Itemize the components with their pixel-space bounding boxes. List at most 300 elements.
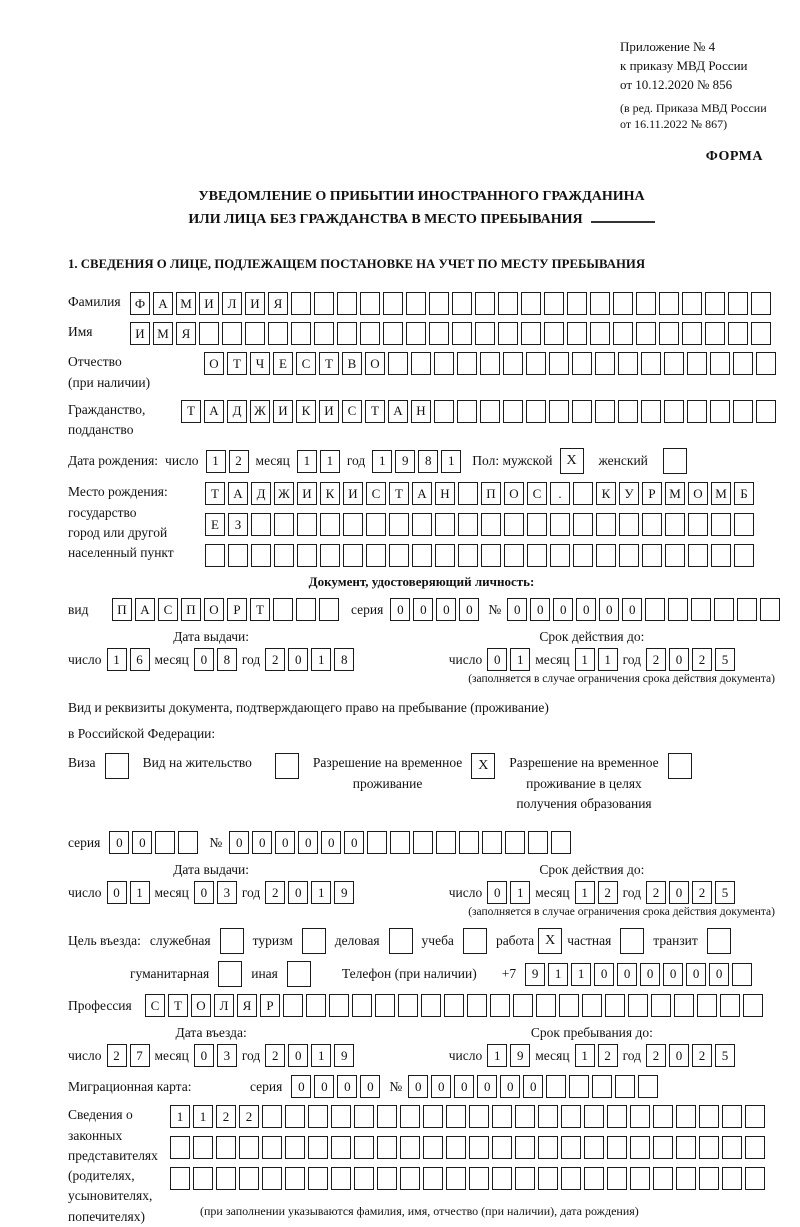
form-cell[interactable]: 2 xyxy=(598,1044,618,1067)
form-cell[interactable]: 7 xyxy=(130,1044,150,1067)
form-cell[interactable] xyxy=(155,831,175,854)
form-cell[interactable] xyxy=(705,322,725,345)
form-cell[interactable] xyxy=(653,1105,673,1128)
form-cell[interactable] xyxy=(481,513,501,536)
form-cell[interactable] xyxy=(728,322,748,345)
form-cell[interactable] xyxy=(584,1167,604,1190)
form-cell[interactable] xyxy=(651,994,671,1017)
form-cell[interactable]: П xyxy=(181,598,201,621)
form-cell[interactable] xyxy=(199,322,219,345)
form-cell[interactable]: Я xyxy=(237,994,257,1017)
form-cell[interactable]: 0 xyxy=(459,598,479,621)
form-cell[interactable]: У xyxy=(619,482,639,505)
form-cell[interactable] xyxy=(734,513,754,536)
form-cell[interactable] xyxy=(285,1167,305,1190)
form-cell[interactable] xyxy=(596,513,616,536)
form-cell[interactable]: 9 xyxy=(334,881,354,904)
form-cell[interactable] xyxy=(297,544,317,567)
form-cell[interactable] xyxy=(743,994,763,1017)
form-cell[interactable] xyxy=(528,831,548,854)
form-cell[interactable] xyxy=(504,544,524,567)
form-cell[interactable] xyxy=(630,1167,650,1190)
form-cell[interactable] xyxy=(521,322,541,345)
form-cell[interactable] xyxy=(308,1136,328,1159)
form-cell[interactable]: 0 xyxy=(594,963,614,986)
form-cell[interactable] xyxy=(435,544,455,567)
form-cell[interactable]: 0 xyxy=(487,648,507,671)
form-cell[interactable]: Ж xyxy=(274,482,294,505)
form-cell[interactable] xyxy=(674,994,694,1017)
form-cell[interactable] xyxy=(389,513,409,536)
form-cell[interactable]: 0 xyxy=(337,1075,357,1098)
form-cell[interactable]: 1 xyxy=(311,881,331,904)
form-cell[interactable]: 0 xyxy=(314,1075,334,1098)
form-cell[interactable]: 1 xyxy=(575,1044,595,1067)
form-cell[interactable]: Д xyxy=(227,400,247,423)
form-cell[interactable] xyxy=(572,400,592,423)
form-cell[interactable]: 0 xyxy=(576,598,596,621)
purpose-work-checkbox[interactable]: X xyxy=(538,928,562,954)
purpose-business-checkbox[interactable] xyxy=(220,928,244,954)
form-cell[interactable]: 1 xyxy=(510,881,530,904)
form-cell[interactable]: 2 xyxy=(646,1044,666,1067)
form-cell[interactable]: Р xyxy=(642,482,662,505)
form-cell[interactable]: Я xyxy=(176,322,196,345)
form-cell[interactable] xyxy=(434,400,454,423)
form-cell[interactable] xyxy=(320,544,340,567)
form-cell[interactable] xyxy=(561,1167,581,1190)
form-cell[interactable]: И xyxy=(319,400,339,423)
form-cell[interactable] xyxy=(481,544,501,567)
purpose-tourism-checkbox[interactable] xyxy=(302,928,326,954)
form-cell[interactable] xyxy=(699,1167,719,1190)
form-cell[interactable] xyxy=(492,1105,512,1128)
form-cell[interactable]: 0 xyxy=(194,881,214,904)
form-cell[interactable]: О xyxy=(191,994,211,1017)
form-cell[interactable] xyxy=(297,513,317,536)
form-cell[interactable]: 1 xyxy=(311,648,331,671)
form-cell[interactable] xyxy=(745,1167,765,1190)
form-cell[interactable]: 0 xyxy=(669,648,689,671)
form-cell[interactable] xyxy=(515,1167,535,1190)
form-cell[interactable]: 0 xyxy=(298,831,318,854)
form-cell[interactable]: 0 xyxy=(617,963,637,986)
form-cell[interactable]: 0 xyxy=(487,881,507,904)
form-cell[interactable]: 0 xyxy=(530,598,550,621)
form-cell[interactable]: 1 xyxy=(130,881,150,904)
form-cell[interactable]: 0 xyxy=(288,1044,308,1067)
form-cell[interactable] xyxy=(699,1105,719,1128)
form-cell[interactable] xyxy=(170,1136,190,1159)
form-cell[interactable] xyxy=(251,513,271,536)
form-cell[interactable] xyxy=(546,1075,566,1098)
form-cell[interactable]: 0 xyxy=(252,831,272,854)
form-cell[interactable] xyxy=(573,513,593,536)
form-cell[interactable]: 1 xyxy=(575,881,595,904)
form-cell[interactable]: А xyxy=(412,482,432,505)
form-cell[interactable] xyxy=(550,544,570,567)
form-cell[interactable]: 2 xyxy=(646,648,666,671)
form-cell[interactable] xyxy=(193,1136,213,1159)
form-cell[interactable] xyxy=(592,1075,612,1098)
form-cell[interactable] xyxy=(251,544,271,567)
form-cell[interactable]: Л xyxy=(214,994,234,1017)
form-cell[interactable] xyxy=(549,352,569,375)
form-cell[interactable] xyxy=(390,831,410,854)
form-cell[interactable]: 2 xyxy=(646,881,666,904)
form-cell[interactable]: 0 xyxy=(321,831,341,854)
form-cell[interactable] xyxy=(595,400,615,423)
form-cell[interactable]: 2 xyxy=(598,881,618,904)
form-cell[interactable] xyxy=(760,598,780,621)
form-cell[interactable] xyxy=(457,400,477,423)
form-cell[interactable] xyxy=(682,292,702,315)
form-cell[interactable] xyxy=(636,292,656,315)
form-cell[interactable] xyxy=(411,352,431,375)
form-cell[interactable] xyxy=(377,1105,397,1128)
form-cell[interactable] xyxy=(360,322,380,345)
form-cell[interactable]: 3 xyxy=(217,881,237,904)
form-cell[interactable]: 1 xyxy=(193,1105,213,1128)
form-cell[interactable] xyxy=(665,544,685,567)
form-cell[interactable]: И xyxy=(245,292,265,315)
form-cell[interactable] xyxy=(274,544,294,567)
form-cell[interactable] xyxy=(720,994,740,1017)
form-cell[interactable] xyxy=(429,322,449,345)
form-cell[interactable]: 0 xyxy=(194,1044,214,1067)
form-cell[interactable] xyxy=(285,1105,305,1128)
form-cell[interactable] xyxy=(400,1167,420,1190)
form-cell[interactable] xyxy=(619,544,639,567)
form-cell[interactable]: Р xyxy=(260,994,280,1017)
form-cell[interactable] xyxy=(526,352,546,375)
form-cell[interactable] xyxy=(687,352,707,375)
form-cell[interactable] xyxy=(642,513,662,536)
form-cell[interactable]: О xyxy=(504,482,524,505)
form-cell[interactable] xyxy=(343,544,363,567)
form-cell[interactable]: С xyxy=(527,482,547,505)
form-cell[interactable]: 1 xyxy=(107,648,127,671)
form-cell[interactable]: А xyxy=(135,598,155,621)
form-cell[interactable]: 0 xyxy=(109,831,129,854)
form-cell[interactable] xyxy=(688,513,708,536)
form-cell[interactable] xyxy=(561,1105,581,1128)
form-cell[interactable] xyxy=(375,994,395,1017)
form-cell[interactable] xyxy=(274,513,294,536)
form-cell[interactable] xyxy=(469,1167,489,1190)
form-cell[interactable]: Ж xyxy=(250,400,270,423)
form-cell[interactable] xyxy=(676,1167,696,1190)
form-cell[interactable] xyxy=(452,322,472,345)
form-cell[interactable] xyxy=(550,513,570,536)
form-cell[interactable] xyxy=(538,1167,558,1190)
form-cell[interactable] xyxy=(435,513,455,536)
form-cell[interactable] xyxy=(544,292,564,315)
form-cell[interactable] xyxy=(377,1167,397,1190)
form-cell[interactable]: 6 xyxy=(130,648,150,671)
form-cell[interactable] xyxy=(459,831,479,854)
form-cell[interactable] xyxy=(613,292,633,315)
purpose-other-checkbox[interactable] xyxy=(287,961,311,987)
form-cell[interactable] xyxy=(551,831,571,854)
form-cell[interactable] xyxy=(398,994,418,1017)
form-cell[interactable] xyxy=(607,1167,627,1190)
form-cell[interactable]: 9 xyxy=(510,1044,530,1067)
form-cell[interactable] xyxy=(638,1075,658,1098)
form-cell[interactable] xyxy=(722,1167,742,1190)
form-cell[interactable] xyxy=(628,994,648,1017)
form-cell[interactable]: Б xyxy=(734,482,754,505)
form-cell[interactable]: И xyxy=(343,482,363,505)
form-cell[interactable] xyxy=(613,322,633,345)
form-cell[interactable] xyxy=(458,513,478,536)
form-cell[interactable]: Ч xyxy=(250,352,270,375)
form-cell[interactable]: 1 xyxy=(598,648,618,671)
form-cell[interactable]: 0 xyxy=(686,963,706,986)
form-cell[interactable] xyxy=(467,994,487,1017)
form-cell[interactable] xyxy=(216,1136,236,1159)
form-cell[interactable]: П xyxy=(481,482,501,505)
form-cell[interactable] xyxy=(400,1136,420,1159)
form-cell[interactable]: 1 xyxy=(571,963,591,986)
form-cell[interactable] xyxy=(285,1136,305,1159)
form-cell[interactable] xyxy=(630,1136,650,1159)
form-cell[interactable] xyxy=(413,831,433,854)
form-cell[interactable]: Р xyxy=(227,598,247,621)
form-cell[interactable] xyxy=(446,1136,466,1159)
form-cell[interactable]: Л xyxy=(222,292,242,315)
form-cell[interactable]: 1 xyxy=(170,1105,190,1128)
form-cell[interactable]: 0 xyxy=(669,1044,689,1067)
form-cell[interactable]: М xyxy=(176,292,196,315)
form-cell[interactable] xyxy=(728,292,748,315)
form-cell[interactable] xyxy=(354,1136,374,1159)
form-cell[interactable] xyxy=(569,1075,589,1098)
form-cell[interactable]: Я xyxy=(268,292,288,315)
form-cell[interactable]: 0 xyxy=(408,1075,428,1098)
form-cell[interactable] xyxy=(645,598,665,621)
form-cell[interactable] xyxy=(388,352,408,375)
form-cell[interactable] xyxy=(446,1167,466,1190)
form-cell[interactable] xyxy=(377,1136,397,1159)
form-cell[interactable] xyxy=(682,322,702,345)
form-cell[interactable] xyxy=(521,292,541,315)
form-cell[interactable]: Е xyxy=(273,352,293,375)
form-cell[interactable]: 0 xyxy=(107,881,127,904)
form-cell[interactable] xyxy=(423,1167,443,1190)
form-cell[interactable]: И xyxy=(130,322,150,345)
form-cell[interactable] xyxy=(641,400,661,423)
temp-residence-education-checkbox[interactable] xyxy=(668,753,692,779)
form-cell[interactable] xyxy=(745,1136,765,1159)
form-cell[interactable] xyxy=(668,598,688,621)
form-cell[interactable]: 1 xyxy=(575,648,595,671)
form-cell[interactable] xyxy=(615,1075,635,1098)
form-cell[interactable] xyxy=(458,482,478,505)
form-cell[interactable] xyxy=(296,598,316,621)
form-cell[interactable] xyxy=(389,544,409,567)
form-cell[interactable] xyxy=(366,544,386,567)
form-cell[interactable] xyxy=(314,292,334,315)
form-cell[interactable]: 0 xyxy=(553,598,573,621)
form-cell[interactable] xyxy=(714,598,734,621)
form-cell[interactable]: 0 xyxy=(275,831,295,854)
form-cell[interactable]: К xyxy=(296,400,316,423)
form-cell[interactable]: 0 xyxy=(640,963,660,986)
form-cell[interactable] xyxy=(337,292,357,315)
form-cell[interactable]: 2 xyxy=(229,450,249,473)
form-cell[interactable]: 0 xyxy=(344,831,364,854)
form-cell[interactable] xyxy=(705,292,725,315)
form-cell[interactable] xyxy=(406,322,426,345)
form-cell[interactable]: 0 xyxy=(360,1075,380,1098)
form-cell[interactable]: 1 xyxy=(311,1044,331,1067)
form-cell[interactable]: М xyxy=(665,482,685,505)
form-cell[interactable]: А xyxy=(153,292,173,315)
form-cell[interactable] xyxy=(676,1105,696,1128)
form-cell[interactable] xyxy=(567,322,587,345)
form-cell[interactable] xyxy=(273,598,293,621)
form-cell[interactable] xyxy=(469,1105,489,1128)
form-cell[interactable] xyxy=(239,1136,259,1159)
form-cell[interactable] xyxy=(444,994,464,1017)
form-cell[interactable] xyxy=(653,1136,673,1159)
form-cell[interactable] xyxy=(538,1105,558,1128)
form-cell[interactable] xyxy=(329,994,349,1017)
form-cell[interactable] xyxy=(664,352,684,375)
form-cell[interactable]: 1 xyxy=(320,450,340,473)
form-cell[interactable] xyxy=(590,292,610,315)
purpose-transit-checkbox[interactable] xyxy=(707,928,731,954)
form-cell[interactable] xyxy=(423,1105,443,1128)
form-cell[interactable]: 1 xyxy=(441,450,461,473)
form-cell[interactable] xyxy=(505,831,525,854)
form-cell[interactable] xyxy=(605,994,625,1017)
form-cell[interactable] xyxy=(320,513,340,536)
form-cell[interactable] xyxy=(331,1105,351,1128)
form-cell[interactable]: А xyxy=(388,400,408,423)
form-cell[interactable] xyxy=(193,1167,213,1190)
form-cell[interactable]: . xyxy=(550,482,570,505)
form-cell[interactable]: Н xyxy=(435,482,455,505)
form-cell[interactable] xyxy=(618,352,638,375)
form-cell[interactable]: Д xyxy=(251,482,271,505)
form-cell[interactable]: 2 xyxy=(692,1044,712,1067)
form-cell[interactable]: С xyxy=(366,482,386,505)
form-cell[interactable]: О xyxy=(204,352,224,375)
form-cell[interactable] xyxy=(283,994,303,1017)
residence-permit-checkbox[interactable] xyxy=(275,753,299,779)
form-cell[interactable]: И xyxy=(273,400,293,423)
form-cell[interactable]: 0 xyxy=(477,1075,497,1098)
form-cell[interactable] xyxy=(406,292,426,315)
form-cell[interactable] xyxy=(492,1167,512,1190)
form-cell[interactable] xyxy=(688,544,708,567)
form-cell[interactable]: 0 xyxy=(500,1075,520,1098)
form-cell[interactable]: 5 xyxy=(715,1044,735,1067)
form-cell[interactable]: И xyxy=(199,292,219,315)
form-cell[interactable] xyxy=(710,352,730,375)
form-cell[interactable] xyxy=(751,292,771,315)
form-cell[interactable] xyxy=(498,292,518,315)
form-cell[interactable]: 9 xyxy=(525,963,545,986)
form-cell[interactable]: 8 xyxy=(334,648,354,671)
form-cell[interactable] xyxy=(436,831,456,854)
form-cell[interactable] xyxy=(710,400,730,423)
form-cell[interactable] xyxy=(515,1105,535,1128)
form-cell[interactable] xyxy=(291,322,311,345)
form-cell[interactable]: Т xyxy=(319,352,339,375)
form-cell[interactable] xyxy=(228,544,248,567)
form-cell[interactable] xyxy=(319,598,339,621)
form-cell[interactable] xyxy=(268,322,288,345)
form-cell[interactable] xyxy=(452,292,472,315)
temp-residence-checkbox[interactable]: X xyxy=(471,753,495,779)
form-cell[interactable] xyxy=(482,831,502,854)
form-cell[interactable] xyxy=(697,994,717,1017)
form-cell[interactable]: С xyxy=(296,352,316,375)
form-cell[interactable] xyxy=(331,1167,351,1190)
form-cell[interactable] xyxy=(504,513,524,536)
form-cell[interactable]: 2 xyxy=(265,881,285,904)
form-cell[interactable] xyxy=(711,544,731,567)
form-cell[interactable] xyxy=(429,292,449,315)
form-cell[interactable] xyxy=(367,831,387,854)
form-cell[interactable] xyxy=(619,513,639,536)
form-cell[interactable]: 8 xyxy=(418,450,438,473)
form-cell[interactable] xyxy=(170,1167,190,1190)
form-cell[interactable] xyxy=(538,1136,558,1159)
form-cell[interactable]: 2 xyxy=(692,648,712,671)
form-cell[interactable] xyxy=(245,322,265,345)
form-cell[interactable]: 3 xyxy=(217,1044,237,1067)
form-cell[interactable] xyxy=(366,513,386,536)
form-cell[interactable] xyxy=(354,1105,374,1128)
form-cell[interactable] xyxy=(480,400,500,423)
form-cell[interactable] xyxy=(343,513,363,536)
form-cell[interactable] xyxy=(573,544,593,567)
visa-checkbox[interactable] xyxy=(105,753,129,779)
form-cell[interactable]: 0 xyxy=(599,598,619,621)
form-cell[interactable] xyxy=(745,1105,765,1128)
form-cell[interactable] xyxy=(262,1167,282,1190)
purpose-study-checkbox[interactable] xyxy=(463,928,487,954)
form-cell[interactable] xyxy=(733,400,753,423)
form-cell[interactable] xyxy=(756,352,776,375)
form-cell[interactable] xyxy=(642,544,662,567)
form-cell[interactable] xyxy=(607,1105,627,1128)
form-cell[interactable]: 0 xyxy=(288,881,308,904)
form-cell[interactable] xyxy=(475,292,495,315)
form-cell[interactable] xyxy=(503,352,523,375)
form-cell[interactable] xyxy=(216,1167,236,1190)
form-cell[interactable] xyxy=(582,994,602,1017)
form-cell[interactable] xyxy=(527,513,547,536)
form-cell[interactable] xyxy=(630,1105,650,1128)
form-cell[interactable] xyxy=(383,322,403,345)
form-cell[interactable]: 2 xyxy=(265,648,285,671)
form-cell[interactable] xyxy=(503,400,523,423)
form-cell[interactable]: 0 xyxy=(291,1075,311,1098)
form-cell[interactable]: Ф xyxy=(130,292,150,315)
form-cell[interactable] xyxy=(434,352,454,375)
form-cell[interactable] xyxy=(412,544,432,567)
form-cell[interactable]: 2 xyxy=(107,1044,127,1067)
form-cell[interactable] xyxy=(360,292,380,315)
form-cell[interactable]: Т xyxy=(227,352,247,375)
form-cell[interactable] xyxy=(306,994,326,1017)
form-cell[interactable] xyxy=(572,352,592,375)
